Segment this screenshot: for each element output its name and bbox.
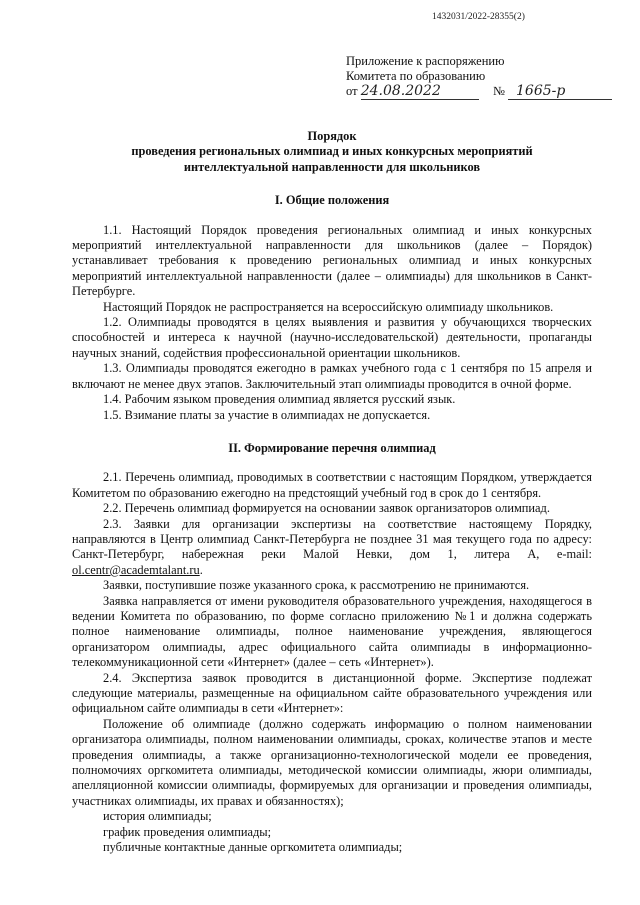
title-line-2: проведения региональных олимпиад и иных конкурсных мероприятий	[131, 144, 533, 159]
appendix-line-1: Приложение к распоряжению	[346, 54, 505, 68]
number-prefix: №	[492, 84, 505, 98]
document-body	[72, 129, 592, 855]
number-field	[508, 84, 612, 100]
email-link[interactable]: ol.centr@academtalant.ru	[72, 562, 200, 577]
paragraph-2-2: 2.2. Перечень олимпиад формируется на основании заявок организаторов олимпиад.	[103, 501, 550, 516]
appendix-date-number-line	[346, 84, 606, 100]
paragraph-2-1: 2.1. Перечень олимпиад, проводимых в соответствии с настоящим Порядком, утверждается Комитетом по образованию ежегодно на предстоящий учебный год в срок до 1 сентября.	[72, 470, 592, 500]
date-field	[361, 84, 479, 100]
paragraph-1-2: 1.2. Олимпиады проводятся в целях выявления и развития у обучающихся творческих способностей и интереса к научной (научно-исследовательской) деятельности, пропаганды научных знаний, содействия профессиональной ориентации школьников.	[72, 315, 592, 360]
section-2-heading: II. Формирование перечня олимпиад	[228, 440, 436, 455]
paragraph-1-1-note: Настоящий Порядок не распространяется на всероссийскую олимпиаду школьников.	[103, 299, 554, 314]
paragraph-2-4: 2.4. Экспертиза заявок проводится в дистанционной форме. Экспертизе подлежат следующие материалы, размещенные на официальном сайте образовательного учреждения или официальном сайте олимпиады в сети «Интернет»:	[72, 670, 592, 716]
date-prefix: от	[346, 84, 358, 98]
paragraph-1-3: 1.3. Олимпиады проводятся ежегодно в рамках учебного года с 1 сентября по 15 апреля и включают не менее двух этапов. Заключительный этап олимпиады проводится в очной форме.	[72, 361, 592, 391]
section-1-heading: I. Общие положения	[274, 193, 390, 208]
paragraph-2-3-text: 2.3. Заявки для организации экспертизы на соответствие настоящему Порядку, направляются в Центр олимпиад Санкт-Петербурга не позднее 31 мая текущего года по адресу: Санкт-Петербург, набережная реки Малой Невки, дом 1, литера А, e-mail:	[72, 516, 592, 562]
paragraph-1-4: 1.4. Рабочим языком проведения олимпиад является русский язык.	[103, 392, 456, 407]
title-line-3: интеллектуальной направленности для школьников	[183, 159, 481, 174]
paragraph-2-3-application: Заявка направляется от имени руководителя образовательного учреждения, находящегося в ведении Комитета по образованию, по форме согласно приложению №1 и должна содержать полное наименование олимпиады, полное наименование учреждения, являющегося организатором олимпиады, адрес официального сайта олимпиады в информационно-телекоммуникационной сети «Интернет» (далее – сеть «Интернет»).	[72, 593, 592, 670]
paragraph-1-5: 1.5. Взимание платы за участие в олимпиадах не допускается.	[103, 407, 431, 422]
paragraph-2-4-regulation: Положение об олимпиаде (должно содержать информацию о полном наименовании организатора олимпиады, полном наименовании олимпиады, сроках, количестве этапов и месте проведения олимпиады, а также организационно-технологической модели ее проведения, полномочиях оргкомитета олимпиады, методической комиссии олимпиады, жюри олимпиады, апелляционной комиссии олимпиады, формируемых для организации и проведения олимпиады, участниках олимпиады, их правах и обязанностях);	[72, 716, 592, 808]
paragraph-2-3-end: .	[199, 562, 203, 577]
date-signature: 24.08.2022	[360, 83, 441, 99]
list-item: история олимпиады;	[103, 809, 212, 824]
paragraph-1-1: 1.1. Настоящий Порядок проведения региональных олимпиад и иных конкурсных мероприятий интеллектуальной направленности для школьников (далее – Порядок) устанавливает требования к проведению региональных олимпиад и иных конкурсных мероприятий интеллектуальной направленности (далее – олимпиады) для школьников в Санкт-Петербурге.	[72, 222, 592, 299]
document-number: 1432031/2022-28355(2)	[432, 12, 525, 22]
paragraph-2-3-note: Заявки, поступившие позже указанного срока, к рассмотрению не принимаются.	[103, 578, 530, 593]
number-signature: 1665-р	[516, 83, 566, 99]
appendix-line-2: Комитета по образованию	[346, 69, 486, 83]
paragraph-2-3	[72, 517, 592, 579]
list-item: публичные контактные данные оргкомитета олимпиады;	[103, 840, 403, 855]
list-item: график проведения олимпиады;	[103, 824, 272, 839]
appendix-header	[346, 54, 606, 100]
title-line-1: Порядок	[307, 129, 357, 143]
